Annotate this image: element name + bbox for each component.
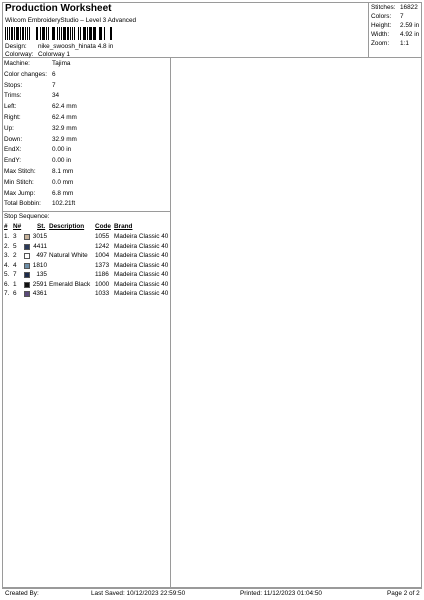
machine-info-value: 6.8 mm <box>52 189 74 197</box>
design-barcode <box>5 27 112 40</box>
col-header-description: Description <box>49 223 85 230</box>
thread-color-swatch <box>24 244 30 250</box>
stop-number: 5. <box>4 271 10 278</box>
stop-sequence-row <box>2 243 171 252</box>
machine-info-row <box>4 200 75 208</box>
header-panel <box>2 2 369 58</box>
needle-number: 7 <box>13 271 17 278</box>
machine-info-value: 102.21ft <box>52 200 76 208</box>
machine-info-row <box>4 60 70 68</box>
stop-number: 4. <box>4 261 10 269</box>
stop-sequence-row <box>2 281 171 290</box>
thread-brand: Madeira Classic 40 <box>114 242 169 250</box>
machine-info-row <box>4 146 71 154</box>
machine-info-value: 32.9 mm <box>52 135 77 143</box>
stitches-row <box>371 4 418 12</box>
thread-code: 1373 <box>95 261 110 269</box>
machine-info-row <box>4 82 56 90</box>
thread-code: 1004 <box>95 252 110 259</box>
col-header-needle: N# <box>13 223 22 230</box>
machine-info-label: Stops: <box>4 81 23 89</box>
machine-info-value: 62.4 mm <box>52 114 77 121</box>
machine-info-row <box>4 136 77 144</box>
machine-info-row <box>4 125 77 133</box>
thread-description: Natural White <box>49 252 88 259</box>
needle-number: 4 <box>13 261 17 269</box>
machine-info-value: Tajima <box>52 60 71 67</box>
machine-info-label: Total Bobbin: <box>4 200 41 208</box>
stitch-count: 4361 <box>32 290 47 297</box>
machine-info-label: Right: <box>4 114 21 121</box>
thread-color-swatch <box>24 253 30 259</box>
machine-info-box <box>2 58 171 212</box>
machine-info-label: Color changes: <box>4 70 47 78</box>
page-title: Production Worksheet <box>5 3 112 14</box>
stitch-count: 1810 <box>32 261 47 269</box>
height-value: 2.59 in <box>400 22 420 29</box>
machine-info-label: Left: <box>4 103 17 111</box>
colors-value: 7 <box>400 13 404 20</box>
thread-code: 1055 <box>95 233 110 240</box>
zoom-row <box>371 40 409 48</box>
page-footer <box>2 588 422 598</box>
barcode-bar <box>112 27 113 40</box>
stop-number: 6. <box>4 280 10 288</box>
stop-number: 3. <box>4 252 10 259</box>
machine-info-row <box>4 179 73 187</box>
machine-info-row <box>4 157 71 165</box>
footer-page-number: Page 2 of 2 <box>387 590 420 597</box>
stop-number: 7. <box>4 290 10 297</box>
machine-info-value: 0.00 in <box>52 146 72 154</box>
thread-color-swatch <box>24 263 30 269</box>
design-label: Design: <box>5 43 27 50</box>
stop-sequence-row <box>2 233 171 242</box>
machine-info-label: Up: <box>4 124 14 132</box>
stats-panel <box>369 2 422 58</box>
col-header-code: Code <box>95 223 111 230</box>
stop-sequence-row <box>2 290 171 299</box>
stitch-count: 497 <box>36 252 47 259</box>
col-header-brand: Brand <box>114 223 133 230</box>
machine-info-label: Machine: <box>4 60 30 67</box>
needle-number: 3 <box>13 233 17 240</box>
footer-last-saved: Last Saved: 10/12/2023 22:59:50 <box>91 590 186 597</box>
machine-info-label: Trims: <box>4 92 22 100</box>
thread-code: 1033 <box>95 290 110 297</box>
thread-brand: Madeira Classic 40 <box>114 280 169 288</box>
machine-info-row <box>4 92 59 100</box>
thread-code: 1000 <box>95 280 110 288</box>
thread-color-swatch <box>24 234 30 240</box>
details-column <box>2 58 171 588</box>
width-row <box>371 31 419 39</box>
machine-info-label: Max Jump: <box>4 189 36 197</box>
width-value: 4.92 in <box>400 31 420 38</box>
machine-info-value: 0.0 mm <box>52 178 74 186</box>
stitches-label: Stitches: <box>371 4 396 11</box>
machine-info-row <box>4 103 77 111</box>
thread-brand: Madeira Classic 40 <box>114 233 169 240</box>
thread-description: Emerald Black <box>49 280 91 288</box>
stitch-count: 3015 <box>32 233 47 240</box>
machine-info-label: Min Stitch: <box>4 178 34 186</box>
zoom-label: Zoom: <box>371 40 390 47</box>
colors-label: Colors: <box>371 13 392 20</box>
thread-brand: Madeira Classic 40 <box>114 261 169 269</box>
machine-info-label: Max Stitch: <box>4 168 36 175</box>
stop-sequence-row <box>2 252 171 261</box>
machine-info-value: 6 <box>52 70 56 78</box>
thread-brand: Madeira Classic 40 <box>114 252 169 259</box>
zoom-value: 1:1 <box>400 40 409 47</box>
stitch-count: 4411 <box>33 242 47 250</box>
machine-info-value: 8.1 mm <box>52 168 74 175</box>
thread-color-swatch <box>24 291 30 297</box>
col-header-num: # <box>4 223 8 230</box>
machine-info-label: Down: <box>4 135 23 143</box>
machine-info-label: EndY: <box>4 157 22 165</box>
thread-color-swatch <box>24 282 30 288</box>
needle-number: 5 <box>13 242 17 250</box>
stitch-count: 2591 <box>32 280 47 288</box>
machine-info-row <box>4 114 77 122</box>
stop-sequence-row <box>2 271 171 280</box>
design-value: nike_swoosh_hinata 4.8 in <box>38 43 114 50</box>
machine-info-value: 7 <box>52 81 56 89</box>
stop-sequence-row <box>2 262 171 271</box>
machine-info-value: 32.9 mm <box>52 124 77 132</box>
width-label: Width: <box>371 31 390 38</box>
thread-code: 1186 <box>95 271 109 278</box>
machine-info-label: EndX: <box>4 146 22 154</box>
machine-info-value: 0.00 in <box>52 157 72 165</box>
machine-info-row <box>4 168 73 176</box>
machine-info-value: 62.4 mm <box>52 103 77 111</box>
thread-code: 1242 <box>95 242 110 250</box>
height-label: Height: <box>371 22 392 29</box>
footer-printed: Printed: 11/12/2023 01:04:50 <box>240 590 322 597</box>
stop-number: 1. <box>4 233 10 240</box>
colors-row <box>371 13 404 21</box>
needle-number: 6 <box>13 290 17 297</box>
needle-number: 2 <box>13 252 17 259</box>
stop-sequence-title: Stop Sequence: <box>4 213 50 220</box>
footer-created-by: Created By: <box>5 590 39 597</box>
machine-info-row <box>4 190 73 198</box>
needle-number: 1 <box>13 280 17 288</box>
design-row <box>5 43 113 51</box>
stitch-count: 135 <box>36 271 47 278</box>
stop-number: 2. <box>4 242 10 250</box>
stitches-value: 16822 <box>400 4 418 11</box>
col-header-stitches: St. <box>37 223 46 230</box>
colorway-label: Colorway: <box>5 51 34 58</box>
thread-brand: Madeira Classic 40 <box>114 290 169 297</box>
thread-color-swatch <box>24 272 30 278</box>
software-subtitle: Wilcom EmbroideryStudio – Level 3 Advanced <box>5 17 137 24</box>
height-row <box>371 22 419 30</box>
machine-info-row <box>4 71 56 79</box>
machine-info-value: 34 <box>52 92 60 100</box>
thread-brand: Madeira Classic 40 <box>114 271 169 278</box>
colorway-value: Colorway 1 <box>38 51 70 58</box>
